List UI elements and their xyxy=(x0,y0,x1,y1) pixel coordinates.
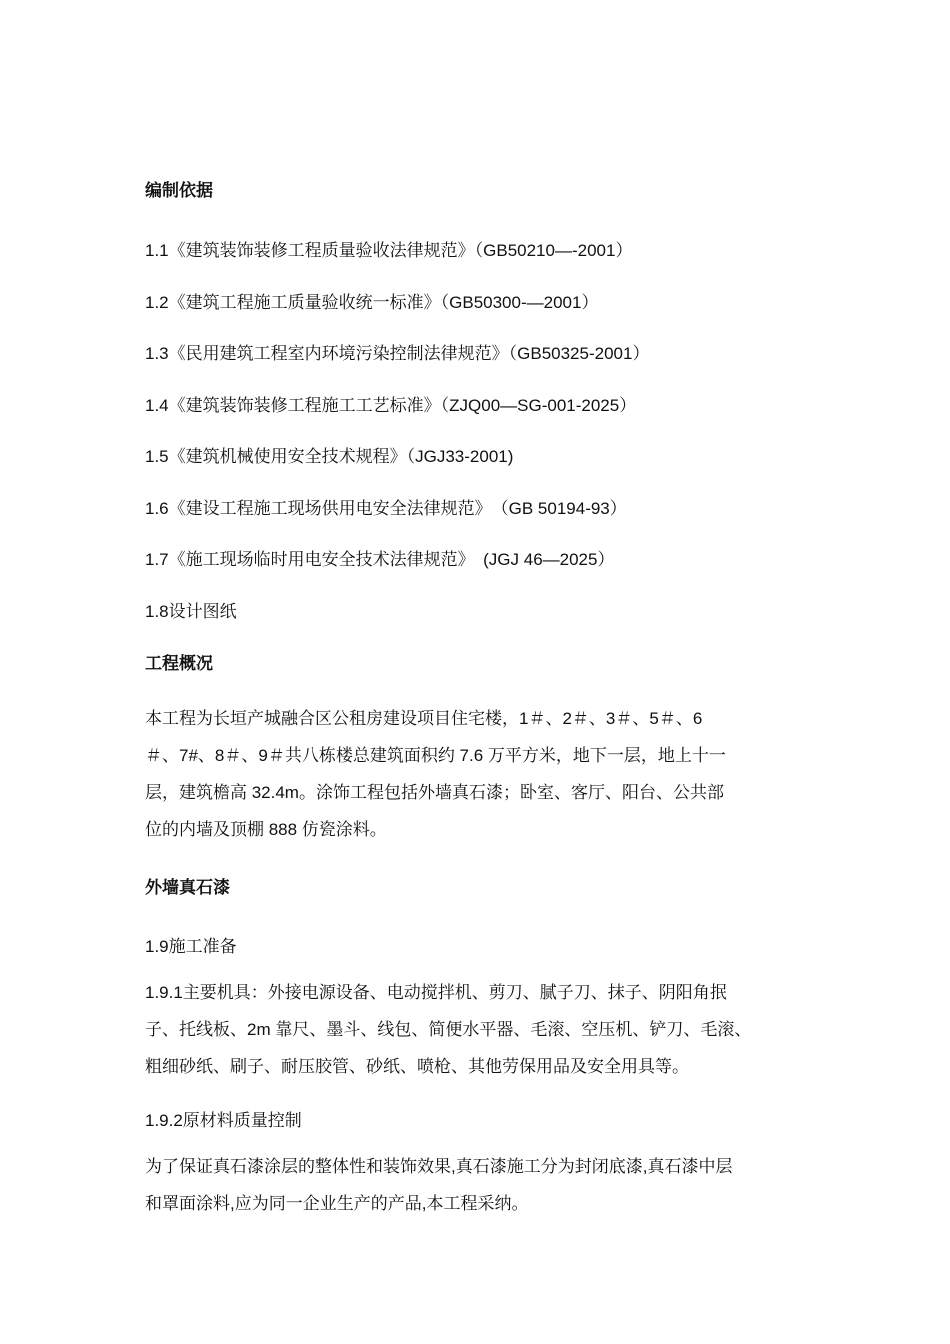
heading-basis: 编制依据 xyxy=(145,181,213,200)
basis-item-7: 1.7《施工现场临时用电安全技术法律规范》 (JGJ 46—2025） xyxy=(145,550,615,569)
prep-title: 1.9施工准备 xyxy=(145,937,237,956)
basis-item-3: 1.3《民用建筑工程室内环境污染控制法律规范》（GB50325-2001） xyxy=(145,344,650,363)
basis-item-1: 1.1《建筑装饰装修工程质量验收法律规范》（GB50210—-2001） xyxy=(145,241,633,260)
heading-exterior: 外墙真石漆 xyxy=(145,878,230,897)
overview-line-2: ＃、7#、8＃、9＃共八栋楼总建筑面积约 7.6 万平方米，地下一层，地上十一 xyxy=(145,746,726,765)
overview-line-1: 本工程为长垣产城融合区公租房建设项目住宅楼，1＃、2＃、3＃、5＃、6 xyxy=(145,709,703,728)
tools-line-2: 子、托线板、2m 靠尺、墨斗、线包、简便水平器、毛滚、空压机、铲刀、毛滚、 xyxy=(145,1020,752,1039)
basis-item-2: 1.2《建筑工程施工质量验收统一标准》（GB50300-—2001） xyxy=(145,293,599,312)
basis-item-6: 1.6《建设工程施工现场供用电安全法律规范》 （GB 50194-93） xyxy=(145,499,627,518)
tools-line-1: 1.9.1主要机具：外接电源设备、电动搅拌机、剪刀、腻子刀、抹子、阴阳角抿 xyxy=(145,983,727,1002)
material-line-1: 为了保证真石漆涂层的整体性和装饰效果,真石漆施工分为封闭底漆,真石漆中层 xyxy=(145,1157,733,1176)
basis-item-4: 1.4《建筑装饰装修工程施工工艺标准》（ZJQ00—SG-001-2025） xyxy=(145,396,637,415)
basis-item-8: 1.8设计图纸 xyxy=(145,602,237,621)
overview-line-4: 位的内墙及顶棚 888 仿瓷涂料。 xyxy=(145,820,387,839)
basis-item-5: 1.5《建筑机械使用安全技术规程》（JGJ33-2001) xyxy=(145,447,514,466)
overview-line-3: 层，建筑檐高 32.4m。涂饰工程包括外墙真石漆；卧室、客厅、阳台、公共部 xyxy=(145,783,724,802)
heading-overview: 工程概况 xyxy=(145,654,213,673)
overview-paragraph xyxy=(145,700,825,848)
material-paragraph xyxy=(145,1148,825,1222)
material-title: 1.9.2原材料质量控制 xyxy=(145,1111,302,1130)
material-line-2: 和罩面涂料,应为同一企业生产的产品,本工程采纳。 xyxy=(145,1194,529,1213)
tools-paragraph xyxy=(145,974,825,1085)
tools-line-3: 粗细砂纸、刷子、耐压胶管、砂纸、喷枪、其他劳保用品及安全用具等。 xyxy=(145,1057,689,1076)
